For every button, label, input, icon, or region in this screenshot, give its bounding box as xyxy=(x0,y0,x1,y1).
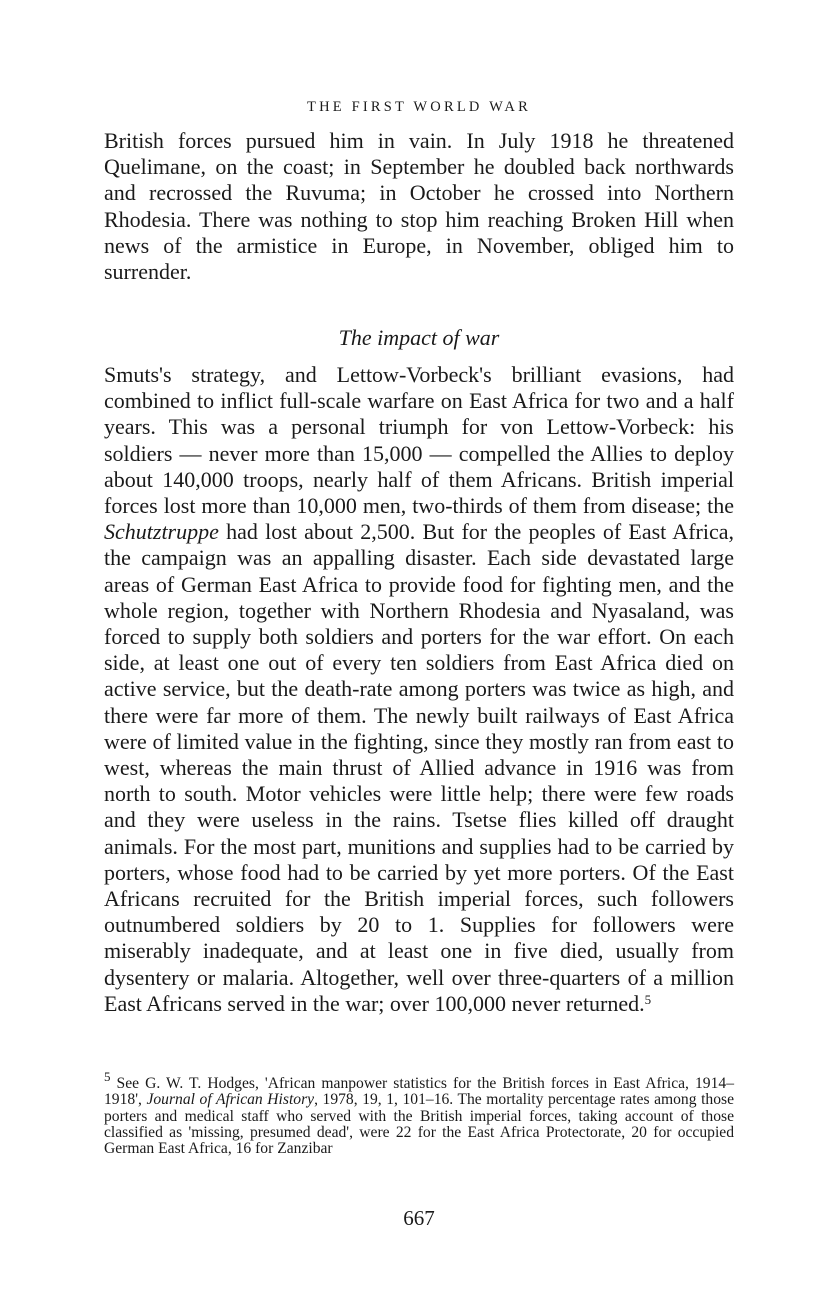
running-head: THE FIRST WORLD WAR xyxy=(307,99,531,115)
footnote-marker: 5 xyxy=(104,1069,111,1084)
footnote-reference: 5 xyxy=(644,991,652,1007)
paragraph-text-a: Smuts's strategy, and Lettow-Vorbeck's brilliant evasions, had combined to inflict full-scale warfare on East Africa for two and a half years. This was a personal triumph for von Lettow-Vorbeck: his soldiers — never more than 15,000 — compelled the Allies to deploy about 140,000 troops, nearly half of them Africans. British imperial forces lost more than 10,000 men, two-thirds of them from disease; the xyxy=(104,362,734,519)
footnote-journal-title: Journal of African History xyxy=(146,1091,315,1109)
section-heading: The impact of war xyxy=(338,325,500,350)
footnote-text-a: See G. W. T. Hodges, 'African manpower statistics for the British forces in East Africa, 1914–1918', xyxy=(104,1075,734,1109)
footnote xyxy=(104,1069,735,1158)
italic-term: Schutztruppe xyxy=(104,519,219,545)
paragraph-continuation: British forces pursued him in vain. In July 1918 he threatened Quelimane, on the coast; in September he doubled back northwards and recrossed the Ruvuma; in October he crossed into Northern Rhodesia. There was nothing to stop him reaching Broken Hill when news of the armistice in Europe, in November, obliged him to surrender. xyxy=(104,128,734,285)
page-number: 667 xyxy=(403,1206,435,1230)
paragraph-impact-of-war xyxy=(104,362,734,1017)
paragraph-text-b: had lost about 2,500. But for the peoples of East Africa, the campaign was an appalling disaster. Each side devastated large areas of German East Africa to provide food for fighting men, and the whole region, together with Northern Rhodesia and Nyasaland, was forced to supply both soldiers and porters for the war effort. On each side, at least one out of every ten soldiers from East Africa died on active service, but the death-rate among porters was twice as high, and there were far more of them. The newly built railways of East Africa were of limited value in the fighting, since they mostly ran from east to west, whereas the main thrust of Allied advance in 1916 was from north to south. Motor vehicles were little help; there were few roads and they were useless in the rains. Tsetse flies killed off draught animals. For the most part, munitions and supplies had to be carried by porters, whose food had to be carried by yet more porters. Of the East Africans recruited for the British imperial forces, such followers outnumbered soldiers by 20 to 1. Supplies for followers were miserably inadequate, and at least one in five died, usually from dysentery or malaria. Altogether, well over three-quarters of a million East Africans served in the war; over 100,000 never returned. xyxy=(104,519,734,1016)
footnote-text-b: , 1978, 19, 1, 101–16. The mortality percentage rates among those porters and medical staff who served with the British imperial forces, taking account of those classified as 'missing, presumed dead', were 22 for the East Africa Protectorate, 20 for occupied German East Africa, 16 for Zanzibar xyxy=(104,1091,735,1158)
